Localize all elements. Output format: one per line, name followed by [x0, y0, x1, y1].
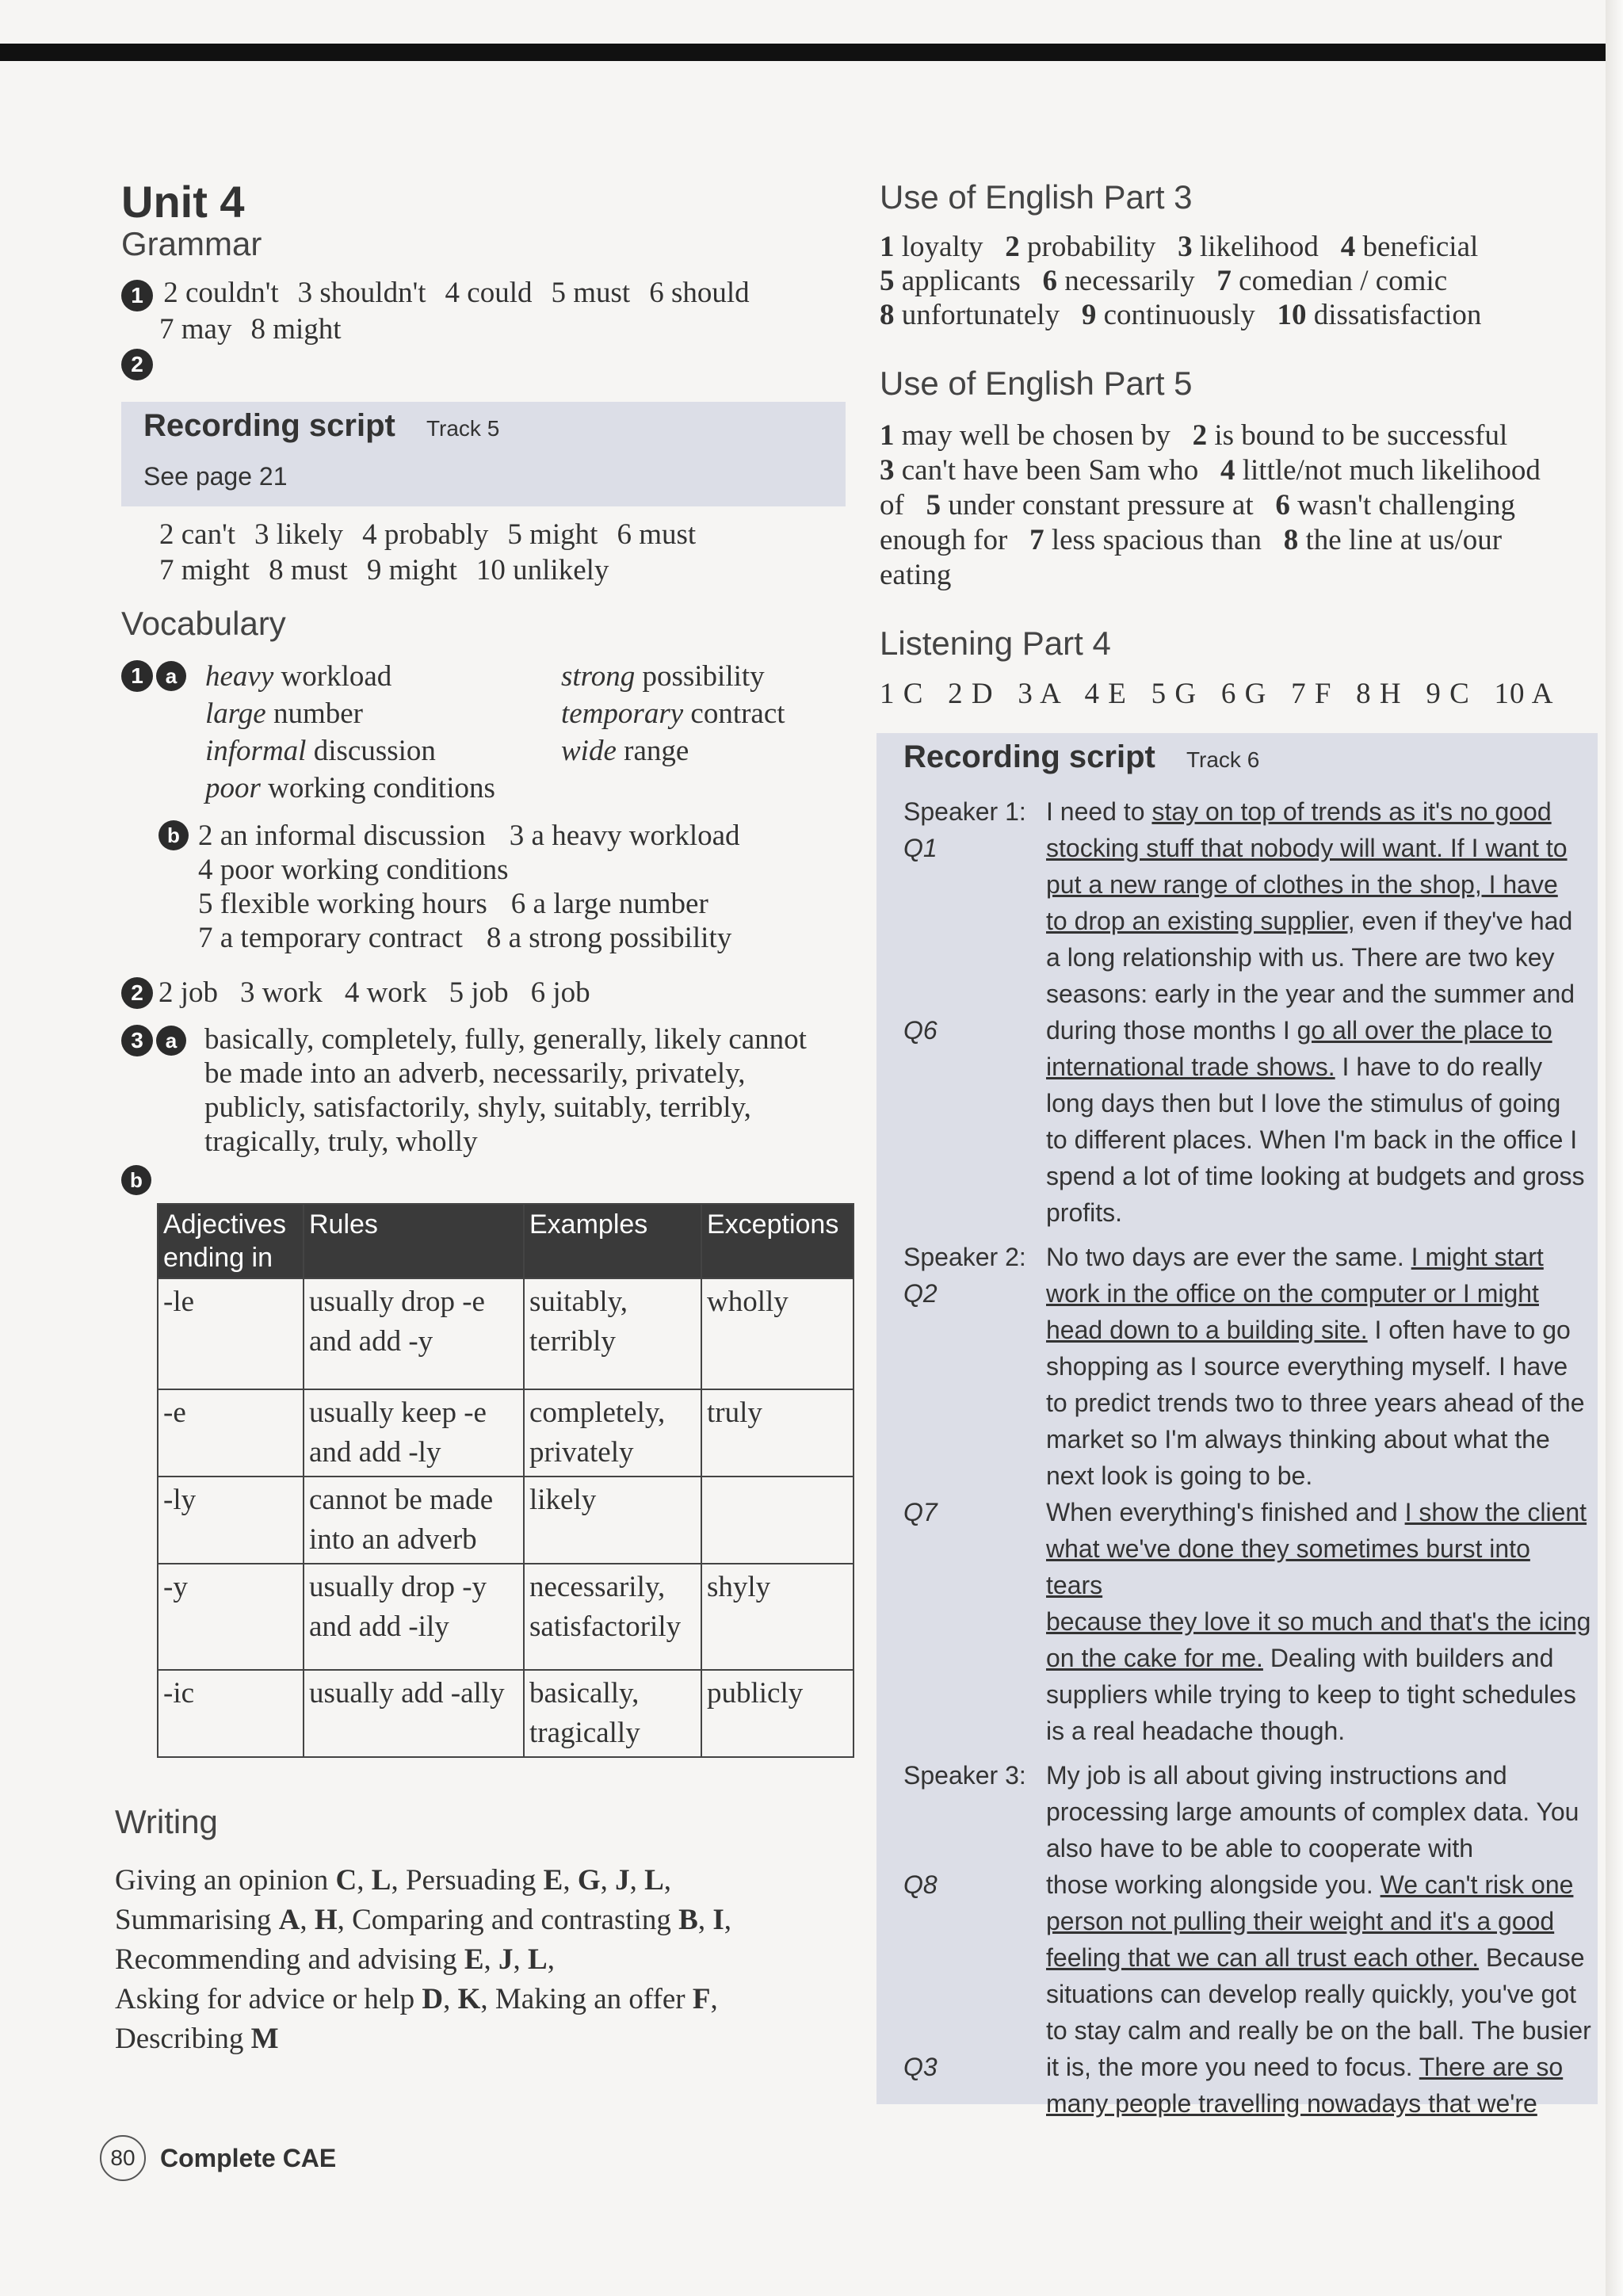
- script-line: Speaker 1: I need to stay on top of trends as it's no good: [903, 793, 1593, 830]
- answer-line: 3 can't have been Sam who 4 little/not much likelihood: [880, 454, 1541, 487]
- table-cell: completely, privately: [524, 1389, 701, 1477]
- question-marker: Q3: [903, 2053, 938, 2081]
- collocation: wide range: [561, 735, 689, 767]
- question-marker: [903, 1676, 1046, 1713]
- script-line: Q7 When everything's finished and I show the client: [903, 1494, 1593, 1530]
- question-marker: [903, 976, 1046, 1012]
- table-cell: usually keep -e and add -ly: [304, 1389, 524, 1477]
- ex2-line2: [159, 554, 628, 586]
- question-marker: [903, 1348, 1046, 1385]
- listening4-answers: 1 C 2 D 3 A 4 E 5 G 6 G 7 F 8 H 9 C 10 A: [880, 678, 1554, 710]
- table-header-cell: Examples: [524, 1204, 701, 1278]
- uoe5-answers: [880, 418, 1593, 593]
- question-marker: [903, 1830, 1046, 1866]
- script-line: long days then but I love the stimulus of going: [903, 1085, 1593, 1121]
- answer-item: 8 might: [250, 312, 342, 346]
- answer-item: 5 job: [449, 976, 509, 1009]
- script-line: next look is going to be.: [903, 1457, 1593, 1494]
- answer-line: 1 may well be chosen by 2 is bound to be successful: [880, 419, 1508, 452]
- page-number: 80: [100, 2135, 146, 2181]
- table-cell: wholly: [701, 1278, 854, 1389]
- script-line: Speaker 3: My job is all about giving instructions and: [903, 1757, 1593, 1794]
- writing-line: Giving an opinion C, L, Persuading E, G, J, L,: [115, 1864, 672, 1897]
- script-line: Q6 during those months I go all over the place to: [903, 1012, 1593, 1049]
- speaker-label: Speaker 3:: [903, 1761, 1026, 1790]
- speaker-label: Speaker 1:: [903, 797, 1026, 826]
- collocation: strong possibility: [561, 660, 765, 693]
- script-line: also have to be able to cooperate with: [903, 1830, 1593, 1866]
- collocation: large number: [205, 697, 364, 730]
- table-header-cell: Adjectives ending in: [158, 1204, 304, 1278]
- table-cell: [701, 1477, 854, 1564]
- table-header-cell: Rules: [304, 1204, 524, 1278]
- table-row: [158, 1389, 854, 1477]
- script-line: market so I'm always thinking about what the: [903, 1421, 1593, 1457]
- question-marker: [903, 1085, 1046, 1121]
- part-letter-icon: a: [156, 1026, 186, 1056]
- answer-item: 4 work: [344, 976, 427, 1009]
- script-line: many people travelling nowadays that we're: [903, 2085, 1593, 2122]
- uoe5-heading: Use of English Part 5: [880, 365, 1193, 402]
- question-marker: [903, 2012, 1046, 2049]
- question-marker: [903, 1640, 1046, 1676]
- exercise-number-icon: 1: [121, 660, 153, 692]
- question-marker: [903, 1121, 1046, 1158]
- page-footer: [100, 2135, 336, 2181]
- answer-item: 2 job: [158, 976, 219, 1009]
- answer-item: 6 should: [649, 277, 750, 309]
- question-marker: [903, 1421, 1046, 1457]
- table-cell: usually drop -e and add -y: [304, 1278, 524, 1389]
- vocab-3b-marker: [121, 1165, 151, 1195]
- listening4-heading: Listening Part 4: [880, 625, 1111, 662]
- answer-item: 7 may: [159, 312, 232, 346]
- answer-item: 3 work: [240, 976, 323, 1009]
- question-marker: [903, 1312, 1046, 1348]
- question-marker: Q2: [903, 1279, 938, 1308]
- table-header-row: [158, 1204, 854, 1278]
- script-line: what we've done they sometimes burst into tears: [903, 1530, 1593, 1603]
- grammar-ex2-answers: [159, 517, 857, 588]
- collocation: informal discussion: [205, 735, 436, 767]
- answer-item: 2 couldn't: [163, 277, 279, 309]
- script-line: on the cake for me. Dealing with builders and: [903, 1640, 1593, 1676]
- table-cell: shyly: [701, 1564, 854, 1670]
- part-letter-icon: b: [158, 820, 189, 850]
- uoe3-answers: [880, 230, 1593, 332]
- table-cell: -e: [158, 1389, 304, 1477]
- exercise-number-icon: 1: [121, 280, 153, 311]
- script-line: Speaker 2: No two days are ever the same. I might start: [903, 1239, 1593, 1275]
- recording-script-box: [121, 402, 846, 506]
- question-marker: [903, 1713, 1046, 1749]
- table-cell: usually drop -y and add -ily: [304, 1564, 524, 1670]
- vocab-ex2-answers: [158, 975, 613, 1010]
- script-line: processing large amounts of complex data. You: [903, 1794, 1593, 1830]
- grammar-ex2: [121, 349, 153, 380]
- adjectives-table-wrap: [157, 1203, 854, 1758]
- page-edge: [1606, 0, 1623, 2296]
- script-line: Q3 it is, the more you need to focus. There are so: [903, 2049, 1593, 2085]
- script-line: to stay calm and really be on the ball. The busier: [903, 2012, 1593, 2049]
- table-cell: likely: [524, 1477, 701, 1564]
- table-cell: publicly: [701, 1670, 854, 1757]
- exercise-number-icon: 2: [121, 349, 153, 380]
- collocation: temporary contract: [561, 697, 785, 730]
- answer-line: 5 applicants 6 necessarily 7 comedian / comic: [880, 265, 1448, 297]
- track-label: Track 5: [426, 416, 500, 441]
- question-marker: [903, 1603, 1046, 1640]
- question-marker: [903, 1385, 1046, 1421]
- table-cell: necessarily, satisfactorily: [524, 1564, 701, 1670]
- question-marker: Q1: [903, 834, 938, 862]
- question-marker: [903, 1049, 1046, 1085]
- table-cell: -le: [158, 1278, 304, 1389]
- script-line: is a real headache though.: [903, 1713, 1593, 1749]
- unit-title: Unit 4: [121, 177, 245, 227]
- question-marker: Q6: [903, 1016, 938, 1045]
- table-cell: cannot be made into an adverb: [304, 1477, 524, 1564]
- answer-line: 1 loyalty 2 probability 3 likelihood 4 beneficial: [880, 231, 1479, 263]
- question-marker: [903, 1194, 1046, 1231]
- question-marker: [903, 1158, 1046, 1194]
- script-line: Q2 work in the office on the computer or I might: [903, 1275, 1593, 1312]
- script-line: head down to a building site. I often have to go: [903, 1312, 1593, 1348]
- answer-item: 10 unlikely: [475, 554, 609, 586]
- speaker-label: Speaker 2:: [903, 1243, 1026, 1271]
- table-row: [158, 1564, 854, 1670]
- answer-item: 3 likely: [254, 518, 344, 551]
- vocab-ex2-marker: [121, 977, 153, 1009]
- script-line: to drop an existing supplier, even if they've had: [903, 903, 1593, 939]
- answer-line: eating: [880, 559, 952, 591]
- track-label: Track 6: [1186, 747, 1260, 772]
- writing-heading: Writing: [115, 1803, 218, 1840]
- grammar-ex1: [121, 275, 850, 347]
- part-letter-icon: b: [121, 1165, 151, 1195]
- answer-line: 5 flexible working hours 6 a large number: [198, 888, 708, 920]
- question-marker: [903, 1530, 1046, 1603]
- answer-line: 4 poor working conditions: [198, 854, 509, 886]
- writing-line: Recommending and advising E, J, L,: [115, 1943, 555, 1976]
- collocation: poor working conditions: [205, 772, 495, 804]
- question-marker: [903, 1976, 1046, 2012]
- script-line: international trade shows. I have to do really: [903, 1049, 1593, 1085]
- script-line: Q1 stocking stuff that nobody will want. If I want to: [903, 830, 1593, 866]
- question-marker: [903, 1939, 1046, 1976]
- recording-script-title: Recording script: [903, 739, 1155, 774]
- vocab-1b-answers: [198, 819, 848, 955]
- script-line: put a new range of clothes in the shop, I have: [903, 866, 1593, 903]
- answer-item: 8 must: [269, 554, 348, 586]
- grammar-heading: Grammar: [121, 225, 262, 262]
- exercise-number-icon: 3: [121, 1025, 153, 1056]
- script-line: profits.: [903, 1194, 1593, 1231]
- script-line: feeling that we can all trust each other. Because: [903, 1939, 1593, 1976]
- table-cell: basically, tragically: [524, 1670, 701, 1757]
- vocabulary-heading: Vocabulary: [121, 605, 286, 642]
- script-line: seasons: early in the year and the summer and: [903, 976, 1593, 1012]
- vocab-ex1-markers: [121, 660, 186, 692]
- vocab-3a-answers: basically, completely, fully, generally, likely cannot be made into an adverb, necessarily, privately, publicly, satisfactorily, shyly, suitably, terribly, tragically, truly, wholly: [204, 1023, 807, 1158]
- script-line: because they love it so much and that's the icing: [903, 1603, 1593, 1640]
- vocab-ex3-markers: [121, 1025, 186, 1056]
- question-marker: [903, 2085, 1046, 2122]
- part-letter-icon: a: [156, 661, 186, 691]
- exercise-number-icon: 2: [121, 977, 153, 1009]
- table-cell: -y: [158, 1564, 304, 1670]
- question-marker: [903, 866, 1046, 903]
- answer-item: 2 can't: [159, 518, 236, 551]
- top-bar: [0, 44, 1623, 61]
- script-line: shopping as I source everything myself. I have: [903, 1348, 1593, 1385]
- question-marker: [903, 903, 1046, 939]
- see-page-text: See page 21: [143, 462, 288, 491]
- script-line: spend a lot of time looking at budgets and gross: [903, 1158, 1593, 1194]
- answer-item: 5 must: [551, 277, 631, 309]
- table-header-cell: Exceptions: [701, 1204, 854, 1278]
- script-line: Q8 those working alongside you. We can't risk one: [903, 1866, 1593, 1903]
- table-cell: suitably, terribly: [524, 1278, 701, 1389]
- table-cell: usually add -ally: [304, 1670, 524, 1757]
- table-cell: truly: [701, 1389, 854, 1477]
- question-marker: [903, 1794, 1046, 1830]
- vocab-1a-left: [205, 658, 495, 807]
- answer-item: 4 could: [445, 277, 533, 309]
- answer-item: 4 probably: [362, 518, 489, 551]
- script-line: suppliers while trying to keep to tight schedules: [903, 1676, 1593, 1713]
- writing-line: Describing M: [115, 2023, 279, 2055]
- ex1-line1: [163, 277, 768, 309]
- script-line: to predict trends two to three years ahead of the: [903, 1385, 1593, 1421]
- recording-script-title: Recording script: [143, 408, 395, 443]
- recording-script-track6: [876, 733, 1598, 2118]
- question-marker: [903, 1903, 1046, 1939]
- answer-line: 8 unfortunately 9 continuously 10 dissatisfaction: [880, 299, 1482, 331]
- answer-line: 7 a temporary contract 8 a strong possibility: [198, 922, 732, 954]
- question-marker: Q8: [903, 1870, 938, 1899]
- table-row: [158, 1670, 854, 1757]
- adjectives-table: [157, 1203, 854, 1758]
- question-marker: [903, 939, 1046, 976]
- answer-item: 6 must: [617, 518, 697, 551]
- question-marker: Q7: [903, 1498, 938, 1526]
- answer-item: 6 job: [530, 976, 590, 1009]
- script-line: to different places. When I'm back in the office I: [903, 1121, 1593, 1158]
- answer-item: 5 might: [507, 518, 598, 551]
- question-marker: [903, 1457, 1046, 1494]
- table-row: [158, 1278, 854, 1389]
- collocation: heavy workload: [205, 660, 392, 693]
- script-body: [903, 793, 1593, 2122]
- script-line: situations can develop really quickly, you've got: [903, 1976, 1593, 2012]
- book-title: Complete CAE: [160, 2143, 337, 2172]
- answer-item: 7 might: [159, 554, 250, 586]
- writing-line: Asking for advice or help D, K, Making an offer F,: [115, 1983, 718, 2015]
- writing-line: Summarising A, H, Comparing and contrasting B, I,: [115, 1904, 732, 1936]
- script-line: person not pulling their weight and it's a good: [903, 1903, 1593, 1939]
- ex1-line2: [121, 313, 361, 346]
- answer-item: 9 might: [366, 554, 457, 586]
- answer-line: of 5 under constant pressure at 6 wasn't challenging: [880, 489, 1515, 521]
- vocab-1a-right: [561, 658, 785, 770]
- answer-item: 3 shouldn't: [297, 277, 426, 309]
- writing-answers: [115, 1861, 844, 2059]
- answer-line: 2 an informal discussion 3 a heavy workload: [198, 819, 740, 852]
- table-cell: -ly: [158, 1477, 304, 1564]
- uoe3-heading: Use of English Part 3: [880, 178, 1193, 216]
- ex2-line1: [159, 518, 715, 551]
- script-line: a long relationship with us. There are two key: [903, 939, 1593, 976]
- answer-line: enough for 7 less spacious than 8 the line at us/our: [880, 524, 1503, 556]
- table-row: [158, 1477, 854, 1564]
- vocab-1b-marker: [158, 820, 189, 850]
- table-cell: -ic: [158, 1670, 304, 1757]
